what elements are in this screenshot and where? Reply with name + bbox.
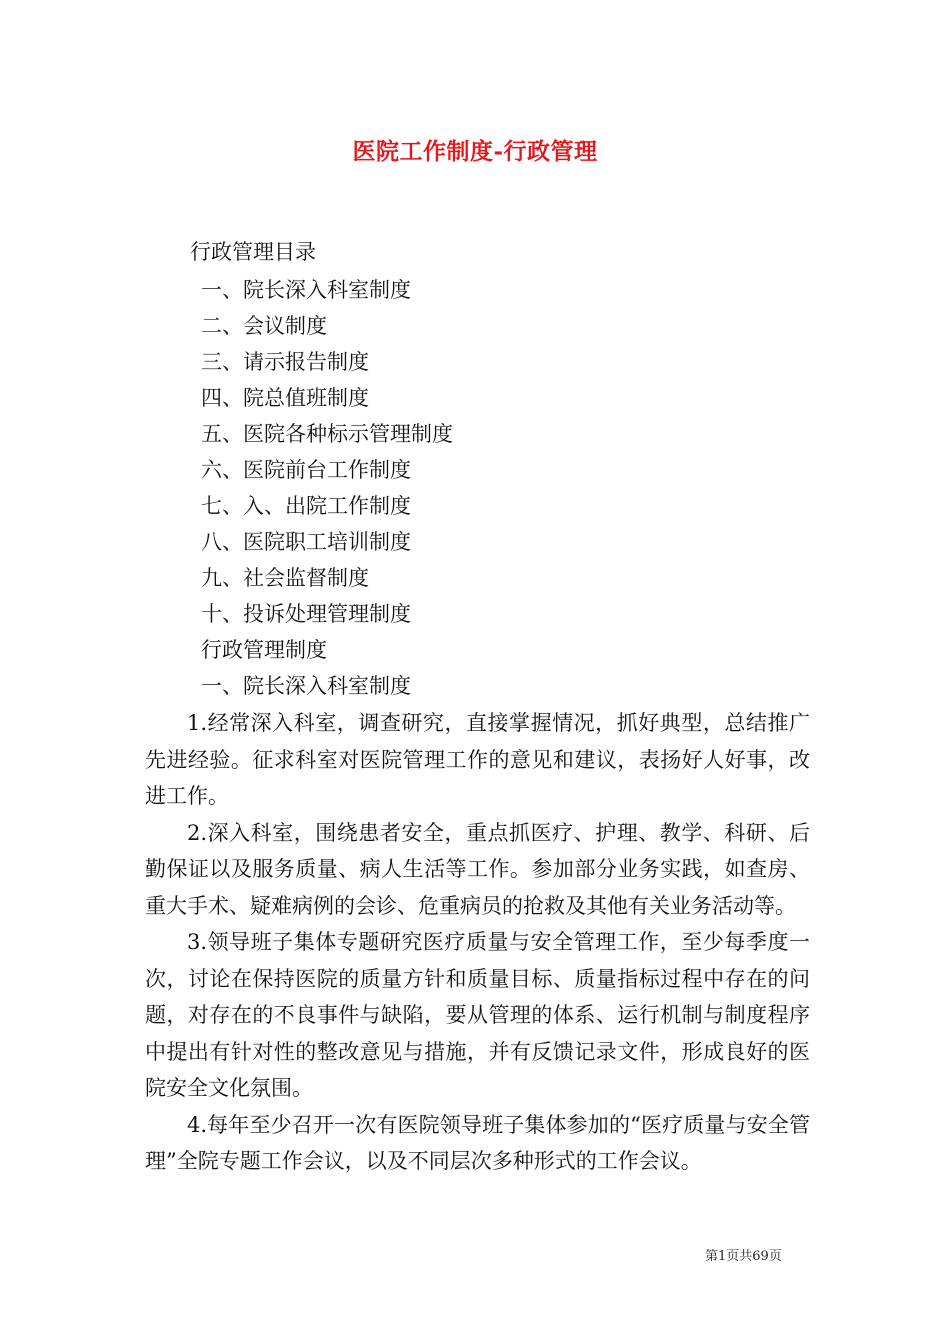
paragraph: 3.领导班子集体专题研究医疗质量与安全管理工作，至少每季度一次，讨论在保持医院的质量方针和质量目标、质量指标过程中存在的问题，对存在的不良事件与缺陷，要从管理的体系、运行机制与制度程序中提出有针对性的整改意见与措施，并有反馈记录文件，形成良好的医院安全文化氛围。: [145, 930, 810, 1100]
toc-item: 一、院长深入科室制度: [201, 278, 411, 302]
document-title: 医院工作制度-行政管理: [352, 138, 598, 165]
paragraph: 1.经常深入科室，调查研究，直接掌握情况，抓好典型，总结推广先进经验。征求科室对医院管理工作的意见和建议，表扬好人好事，改进工作。: [145, 711, 810, 808]
paragraph: 2.深入科室，围绕患者安全，重点抓医疗、护理、教学、科研、后勤保证以及服务质量、病人生活等工作。参加部分业务实践，如查房、重大手术、疑难病例的会诊、危重病员的抢救及其他有关业务活动等。: [145, 820, 810, 918]
body-text: [145, 705, 810, 1180]
toc-item: 七、入、出院工作制度: [201, 494, 411, 518]
section-heading: 行政管理制度: [201, 638, 327, 662]
section-subheading: 一、院长深入科室制度: [201, 674, 411, 698]
toc-item: 十、投诉处理管理制度: [201, 602, 411, 626]
toc-item: 四、院总值班制度: [201, 386, 369, 410]
page-footer: 第1页共69页: [705, 1249, 782, 1264]
toc-item: 三、请示报告制度: [201, 350, 369, 374]
toc-item: 二、会议制度: [201, 314, 327, 338]
toc-item: 八、医院职工培训制度: [201, 530, 411, 554]
toc-item: 五、医院各种标示管理制度: [201, 422, 453, 446]
toc-item: 九、社会监督制度: [201, 566, 369, 590]
toc-heading: 行政管理目录: [190, 240, 316, 264]
toc-item: 六、医院前台工作制度: [201, 458, 411, 482]
toc-list: [201, 272, 453, 632]
paragraph: 4.每年至少召开一次有医院领导班子集体参加的“医疗质量与安全管理”全院专题工作会议，以及不同层次多种形式的工作会议。: [145, 1112, 810, 1173]
